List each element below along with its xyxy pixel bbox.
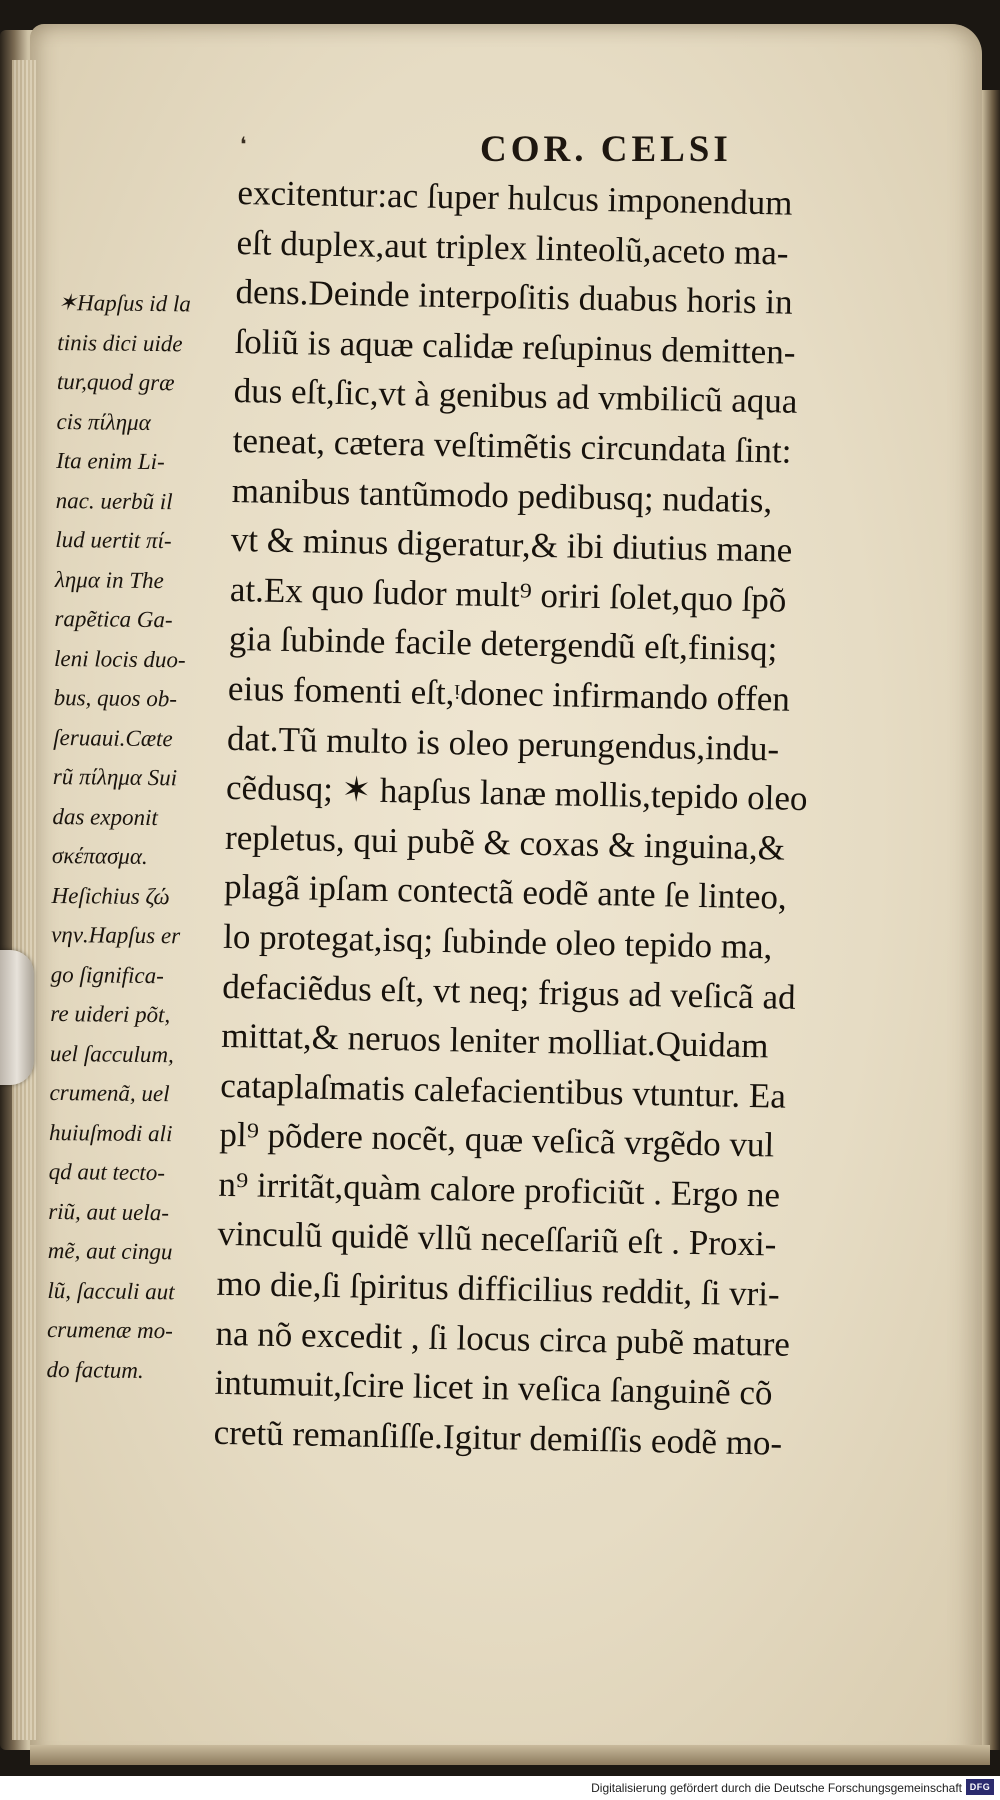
marginal-note-line: tinis dici uide [57, 329, 183, 356]
marginal-note-line: ſeruaui.Cæte [53, 724, 173, 751]
marginal-note-line: do factum. [46, 1356, 144, 1383]
marginal-note-line: nac. uerbũ il [55, 487, 173, 514]
text-line: at.Ex quo ſudor mult⁹ oriri ſolet,quo ſpõ [229, 569, 787, 620]
text-line: dens.Deinde interpoſitis duabus horis in [235, 272, 793, 322]
marginal-note-line: rũ πίλημα Sui [52, 763, 178, 791]
marginal-note-line: νην.Hapſus er [51, 921, 181, 949]
text-line: cretũ remanſiſſe.Igitur demiſſis eodẽ mo- [213, 1412, 783, 1463]
text-line: eſt duplex,aut triplex linteolũ,aceto ma- [236, 222, 789, 273]
marginal-note-line: bus, quos ob- [53, 684, 178, 712]
marginal-note-line: cis πίλημα [56, 408, 151, 435]
marginal-note-line: crumenã, uel [49, 1079, 170, 1107]
marginal-note-line: huiuſmodi ali [48, 1119, 173, 1146]
text-line: dat.Tũ multo is oleo perungendus,indu- [226, 718, 780, 769]
text-line: excitentur:ac ſuper hulcus imponendum [237, 172, 793, 223]
marginal-note-line: qd aut tecto- [48, 1158, 166, 1186]
marginal-note-line: tur,quod græ [56, 368, 175, 396]
marginal-note-line: re uideri põt, [50, 1000, 171, 1028]
marginal-note-line: crumenæ mo- [46, 1316, 174, 1344]
text-line: defaciẽdus eſt, vt neq; frigus ad veſicã ad [221, 966, 796, 1017]
text-line: mo die,ſi ſpiritus difficilius reddit, ſi vri- [216, 1263, 781, 1314]
text-line: eius fomenti eſt,ᵎdonec infirmando offen [227, 668, 791, 719]
text-line: intumuit,ſcire licet in veſica ſanguinẽ cõ [214, 1363, 773, 1413]
bottom-edge [30, 1745, 990, 1765]
marginal-note-line: leni locis duo- [53, 645, 186, 672]
marginal-note-line: uel ſacculum, [49, 1040, 174, 1067]
text-line: cataplaſmatis calefacientibus vtuntur. Ea [220, 1065, 787, 1116]
text-line: vinculũ quidẽ vllũ neceſſariũ eſt . Proxi- [217, 1214, 777, 1264]
page-stack [12, 60, 36, 1740]
text-line: gia ſubinde facile detergendũ eſt,finisq; [228, 619, 778, 669]
marginal-note-line: go ſignifica- [50, 961, 164, 988]
footer-credit: Digitalisierung gefördert durch die Deutsche Forschungsgemeinschaft [591, 1781, 962, 1795]
page-mark: ❛ [240, 134, 247, 156]
text-line: ſoliũ is aquæ calidæ reſupinus demitten- [234, 321, 796, 372]
text-line: manibus tantũmodo pedibusq; nudatis, [231, 470, 773, 520]
marginal-note-line: ✶Hapſus id la [57, 289, 191, 317]
marginal-note-line: mẽ, aut cingu [47, 1237, 173, 1265]
marginal-note-line: rapẽtica Ga- [54, 605, 173, 633]
marginal-note-line: das exponit [52, 803, 158, 830]
marginal-note [46, 283, 243, 1391]
marginal-note-line: lũ, ſacculi aut [47, 1277, 175, 1304]
text-line: lo protegat,isq; ſubinde oleo tepido ma, [222, 916, 773, 967]
marginal-note-line: λημα in The [54, 566, 164, 593]
text-line: plagã ipſam contectã eodẽ ante ſe linteo, [223, 867, 788, 917]
text-line: n⁹ irritãt,quàm calore proficiũt . Ergo ne [218, 1164, 781, 1215]
marginal-note-line: riũ, aut uela- [48, 1198, 170, 1225]
main-text-block [213, 168, 958, 1471]
marginal-note-line: Heſichius ζώ [51, 882, 170, 909]
text-line: teneat, cætera veſtimẽtis circundata ſint: [232, 420, 792, 471]
running-head: COR. CELSI [480, 129, 732, 170]
text-line: vt & minus digeratur,& ibi diutius mane [230, 520, 793, 570]
marginal-note-line: σκέπασμα. [51, 842, 148, 869]
text-line: na nõ excedit , ſi locus circa pubẽ mature [215, 1313, 791, 1364]
book-clasp [0, 950, 34, 1085]
text-line: pl⁹ põdere nocẽt, quæ veſicã vrgẽdo vul [219, 1115, 775, 1165]
marginal-note-line: lud uertit πί- [55, 526, 172, 554]
text-line: repletus, qui pubẽ & coxas & inguina,& [224, 817, 786, 868]
text-line: dus eſt,ſic,vt à genibus ad vmbilicũ aqua [233, 371, 798, 422]
dfg-logo: DFG [966, 1779, 994, 1795]
text-line: cẽdusq; ✶ hapſus lanæ mollis,tepido oleo [225, 768, 808, 819]
marginal-note-line: Ita enim Li- [56, 447, 165, 475]
text-line: mittat,& neruos leniter molliat.Quidam [220, 1015, 769, 1066]
book-right-shadow [982, 90, 1000, 1750]
